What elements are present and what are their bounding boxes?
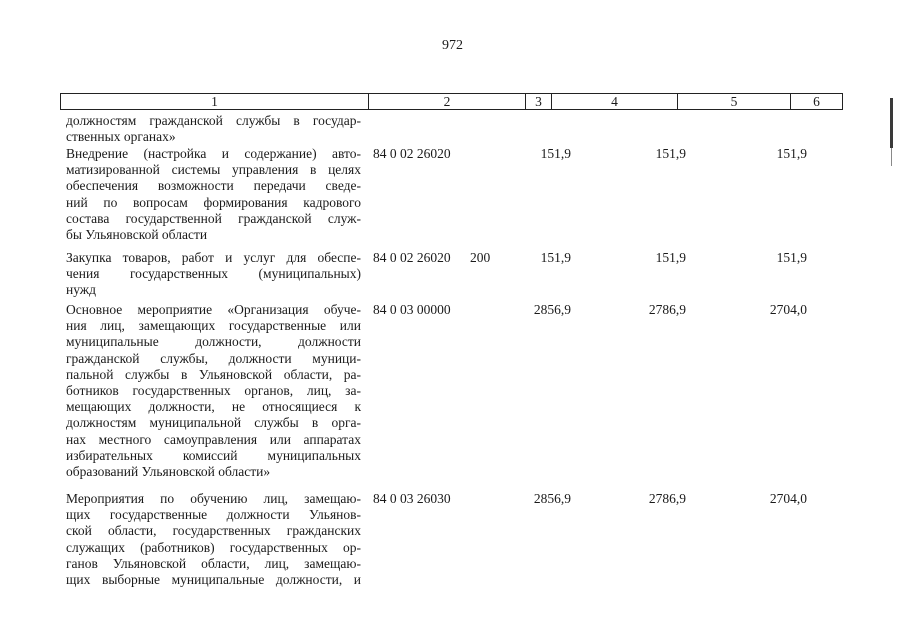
desc-line: щих выборные муниципальные должности, и — [66, 572, 361, 588]
desc-line: ботников государственных органов, лиц, за- — [66, 383, 361, 399]
desc-line: служащих (работников) государственных ор- — [66, 539, 361, 555]
desc-line: должностям муниципальной службы в орга- — [66, 415, 361, 431]
row-value-4: 2856,9 — [533, 302, 571, 317]
desc-line: Внедрение (настройка и содержание) авто- — [66, 146, 361, 161]
row-value-6: 151,9 — [776, 250, 807, 265]
desc-line: нужд — [66, 282, 96, 298]
row-code: 84 0 02 26020 — [373, 250, 451, 265]
row-description — [66, 250, 361, 299]
desc-line: ния лиц, замещающих государственные или — [66, 318, 361, 334]
row-value-5: 2786,9 — [648, 302, 686, 317]
table-header — [60, 93, 843, 110]
desc-line: бы Ульяновской области — [66, 227, 208, 243]
row-description — [66, 491, 361, 588]
row-description — [66, 146, 361, 243]
header-col-5: 5 — [677, 94, 790, 109]
desc-line: должностям гражданской службы в государ- — [66, 113, 361, 128]
row-code: 84 0 03 00000 — [373, 302, 451, 317]
desc-line: гражданской службы, должности муници- — [66, 350, 361, 366]
desc-line: нах местного самоуправления или аппаратах — [66, 431, 361, 447]
desc-line: ний по вопросам формирования кадрового — [66, 194, 361, 210]
row-code: 84 0 03 26030 — [373, 491, 451, 506]
desc-line: Основное мероприятие «Организация обуче- — [66, 302, 361, 317]
header-col-1: 1 — [211, 94, 218, 109]
row-value-4: 151,9 — [540, 250, 571, 265]
scan-artifact — [890, 98, 893, 148]
row-description — [66, 113, 361, 145]
desc-line: матизированной системы управления в целях — [66, 162, 361, 178]
header-col-6: 6 — [790, 94, 842, 109]
desc-line: состава государственной гражданской служ- — [66, 210, 361, 226]
desc-line: ганов Ульяновской области, лиц, замещаю- — [66, 555, 361, 571]
row-value-5: 151,9 — [655, 146, 686, 161]
row-description — [66, 302, 361, 480]
header-col-4: 4 — [551, 94, 677, 109]
header-col-2: 2 — [368, 94, 525, 109]
row-code: 84 0 02 26020 — [373, 146, 451, 161]
desc-line: обеспечения возможности передачи сведе- — [66, 178, 361, 194]
row-value-6: 2704,0 — [769, 302, 807, 317]
desc-line: ской области, государственных гражданских — [66, 523, 361, 539]
scan-artifact — [891, 148, 892, 166]
desc-line: пальной службы в Ульяновской области, ра- — [66, 366, 361, 382]
desc-line: ственных органах» — [66, 129, 176, 145]
desc-line: чения государственных (муниципальных) — [66, 266, 361, 282]
desc-line: избирательных комиссий муниципальных — [66, 447, 361, 463]
row-value-6: 2704,0 — [769, 491, 807, 506]
desc-line: щих государственные должности Ульянов- — [66, 507, 361, 523]
row-value-5: 2786,9 — [648, 491, 686, 506]
row-type: 200 — [470, 250, 491, 265]
desc-line: мещающих должности, не относящиеся к — [66, 399, 361, 415]
desc-line: образований Ульяновской области» — [66, 464, 271, 480]
row-value-5: 151,9 — [655, 250, 686, 265]
desc-line: Мероприятия по обучению лиц, замещаю- — [66, 491, 361, 506]
header-col-3: 3 — [525, 94, 551, 109]
desc-line: Закупка товаров, работ и услуг для обеспе- — [66, 250, 361, 265]
row-value-6: 151,9 — [776, 146, 807, 161]
desc-line: муниципальные должности, должности — [66, 334, 361, 350]
page-number: 972 — [442, 38, 463, 53]
row-value-4: 151,9 — [540, 146, 571, 161]
row-value-4: 2856,9 — [533, 491, 571, 506]
